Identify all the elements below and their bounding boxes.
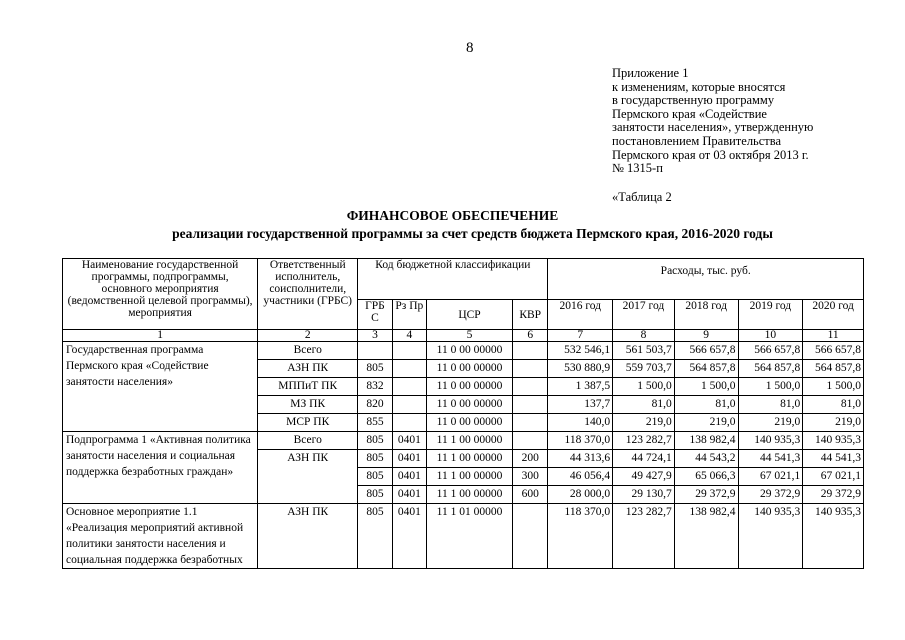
row-value: 219,0 xyxy=(674,414,738,432)
row-rzpr xyxy=(392,360,426,378)
column-number: 1 xyxy=(63,330,258,342)
row-value: 530 880,9 xyxy=(548,360,613,378)
row-grbs: 805 xyxy=(358,450,392,468)
row-csr: 11 1 00 00000 xyxy=(427,486,513,504)
row-value: 28 000,0 xyxy=(548,486,613,504)
row-executor: МППиТ ПК xyxy=(258,378,358,396)
row-value: 118 370,0 xyxy=(548,432,613,450)
row-kvr xyxy=(512,432,547,450)
row-kvr xyxy=(512,414,547,432)
table-row xyxy=(63,504,864,569)
row-csr: 11 1 01 00000 xyxy=(427,504,513,569)
row-value: 138 982,4 xyxy=(674,504,738,569)
row-grbs: 805 xyxy=(358,468,392,486)
row-value: 44 541,3 xyxy=(803,450,864,468)
row-grbs: 805 xyxy=(358,504,392,569)
column-number-row xyxy=(63,330,864,342)
row-value: 140 935,3 xyxy=(803,504,864,569)
header-year: 2020 год xyxy=(803,300,864,330)
column-number: 9 xyxy=(674,330,738,342)
row-csr: 11 0 00 00000 xyxy=(427,342,513,360)
row-kvr: 200 xyxy=(512,450,547,468)
header-grbs: ГРБ С xyxy=(358,300,392,330)
header-executor: Ответственный исполнитель, соисполнители, участники (ГРБС) xyxy=(258,259,358,330)
row-value: 44 724,1 xyxy=(613,450,675,468)
row-value: 219,0 xyxy=(613,414,675,432)
row-grbs: 805 xyxy=(358,486,392,504)
row-value: 44 543,2 xyxy=(674,450,738,468)
row-grbs: 805 xyxy=(358,360,392,378)
row-value: 564 857,8 xyxy=(803,360,864,378)
row-executor: МСР ПК xyxy=(258,414,358,432)
row-value: 123 282,7 xyxy=(613,504,675,569)
header-year: 2017 год xyxy=(613,300,675,330)
column-number: 4 xyxy=(392,330,426,342)
row-name: Основное мероприятие 1.1 «Реализация мероприятий активной политики занятости населения и социальная поддержка безработных xyxy=(63,504,258,569)
row-value: 566 657,8 xyxy=(674,342,738,360)
row-name: Подпрограмма 1 «Активная политика занятости населения и социальная поддержка безработных граждан» xyxy=(63,432,258,504)
column-number: 10 xyxy=(738,330,803,342)
row-value: 1 500,0 xyxy=(613,378,675,396)
row-csr: 11 0 00 00000 xyxy=(427,396,513,414)
column-number: 2 xyxy=(258,330,358,342)
row-rzpr: 0401 xyxy=(392,504,426,569)
row-grbs: 832 xyxy=(358,378,392,396)
row-rzpr xyxy=(392,342,426,360)
row-executor: АЗН ПК xyxy=(258,504,358,569)
row-value: 140 935,3 xyxy=(738,432,803,450)
row-value: 140,0 xyxy=(548,414,613,432)
row-value: 566 657,8 xyxy=(803,342,864,360)
row-value: 532 546,1 xyxy=(548,342,613,360)
row-value: 561 503,7 xyxy=(613,342,675,360)
appendix-line: Пермского края «Содействие xyxy=(612,106,767,121)
row-executor: Всего xyxy=(258,342,358,360)
column-number: 3 xyxy=(358,330,392,342)
row-value: 67 021,1 xyxy=(738,468,803,486)
page-number: 8 xyxy=(466,40,474,56)
row-csr: 11 1 00 00000 xyxy=(427,432,513,450)
row-value: 564 857,8 xyxy=(674,360,738,378)
row-kvr xyxy=(512,378,547,396)
row-executor: Всего xyxy=(258,432,358,450)
table-row xyxy=(63,342,864,360)
table-label: «Таблица 2 xyxy=(612,189,672,204)
row-value: 559 703,7 xyxy=(613,360,675,378)
row-grbs xyxy=(358,342,392,360)
appendix-note xyxy=(612,67,882,204)
row-value: 67 021,1 xyxy=(803,468,864,486)
row-value: 44 313,6 xyxy=(548,450,613,468)
column-number: 11 xyxy=(803,330,864,342)
header-year: 2018 год xyxy=(674,300,738,330)
row-grbs: 855 xyxy=(358,414,392,432)
row-csr: 11 0 00 00000 xyxy=(427,360,513,378)
row-csr: 11 1 00 00000 xyxy=(427,450,513,468)
appendix-line: Пермского края от 03 октября 2013 г. xyxy=(612,147,809,162)
row-value: 81,0 xyxy=(738,396,803,414)
row-value: 1 500,0 xyxy=(738,378,803,396)
row-value: 137,7 xyxy=(548,396,613,414)
row-value: 46 056,4 xyxy=(548,468,613,486)
column-number: 6 xyxy=(512,330,547,342)
financing-table xyxy=(62,258,864,569)
row-value: 140 935,3 xyxy=(803,432,864,450)
appendix-line: к изменениям, которые вносятся xyxy=(612,79,786,94)
row-value: 81,0 xyxy=(613,396,675,414)
row-grbs: 820 xyxy=(358,396,392,414)
table-row xyxy=(63,432,864,450)
appendix-line: занятости населения», утвержденную xyxy=(612,120,814,135)
row-rzpr: 0401 xyxy=(392,450,426,468)
row-rzpr xyxy=(392,396,426,414)
row-value: 566 657,8 xyxy=(738,342,803,360)
row-value: 44 541,3 xyxy=(738,450,803,468)
row-value: 1 387,5 xyxy=(548,378,613,396)
row-kvr xyxy=(512,396,547,414)
row-rzpr xyxy=(392,414,426,432)
appendix-line: в государственную программу xyxy=(612,93,775,108)
appendix-line: Приложение 1 xyxy=(612,66,689,80)
column-number: 5 xyxy=(427,330,513,342)
row-executor: АЗН ПК xyxy=(258,360,358,378)
column-number: 8 xyxy=(613,330,675,342)
row-kvr: 300 xyxy=(512,468,547,486)
column-number: 7 xyxy=(548,330,613,342)
row-value: 81,0 xyxy=(674,396,738,414)
header-name: Наименование государственной программы, подпрограммы, основного мероприятия (ведомственной целевой программы), мероприятия xyxy=(63,259,258,330)
row-value: 118 370,0 xyxy=(548,504,613,569)
document-title: ФИНАНСОВОЕ ОБЕСПЕЧЕНИЕ xyxy=(346,208,559,223)
row-rzpr xyxy=(392,378,426,396)
row-value: 49 427,9 xyxy=(613,468,675,486)
row-name: Государственная программа Пермского края «Содействие занятости населения» xyxy=(63,342,258,432)
row-rzpr: 0401 xyxy=(392,468,426,486)
row-kvr xyxy=(512,360,547,378)
row-csr: 11 0 00 00000 xyxy=(427,414,513,432)
row-grbs: 805 xyxy=(358,432,392,450)
header-year: 2019 год xyxy=(738,300,803,330)
row-kvr xyxy=(512,504,547,569)
appendix-line: постановлением Правительства xyxy=(612,133,782,148)
row-value: 29 130,7 xyxy=(613,486,675,504)
header-budget-code: Код бюджетной классификации xyxy=(358,259,548,300)
row-csr: 11 0 00 00000 xyxy=(427,378,513,396)
row-value: 140 935,3 xyxy=(738,504,803,569)
row-value: 219,0 xyxy=(738,414,803,432)
row-value: 219,0 xyxy=(803,414,864,432)
document-subtitle: реализации государственной программы за счет средств бюджета Пермского края, 2016-2020 годы xyxy=(172,226,773,241)
row-value: 29 372,9 xyxy=(803,486,864,504)
row-rzpr: 0401 xyxy=(392,486,426,504)
row-value: 1 500,0 xyxy=(803,378,864,396)
row-value: 564 857,8 xyxy=(738,360,803,378)
header-year: 2016 год xyxy=(548,300,613,330)
row-csr: 11 1 00 00000 xyxy=(427,468,513,486)
row-executor: АЗН ПК xyxy=(258,450,358,504)
header-expenses: Расходы, тыс. руб. xyxy=(548,259,864,300)
row-value: 123 282,7 xyxy=(613,432,675,450)
row-value: 29 372,9 xyxy=(738,486,803,504)
header-row xyxy=(63,259,864,300)
row-value: 29 372,9 xyxy=(674,486,738,504)
row-value: 81,0 xyxy=(803,396,864,414)
row-kvr xyxy=(512,342,547,360)
row-executor: МЗ ПК xyxy=(258,396,358,414)
row-kvr: 600 xyxy=(512,486,547,504)
row-value: 65 066,3 xyxy=(674,468,738,486)
row-value: 1 500,0 xyxy=(674,378,738,396)
row-rzpr: 0401 xyxy=(392,432,426,450)
header-kvr: КВР xyxy=(512,300,547,330)
header-rzpr: Рз Пр xyxy=(392,300,426,330)
appendix-line: № 1315-п xyxy=(612,161,663,176)
header-csr: ЦСР xyxy=(427,300,513,330)
row-value: 138 982,4 xyxy=(674,432,738,450)
